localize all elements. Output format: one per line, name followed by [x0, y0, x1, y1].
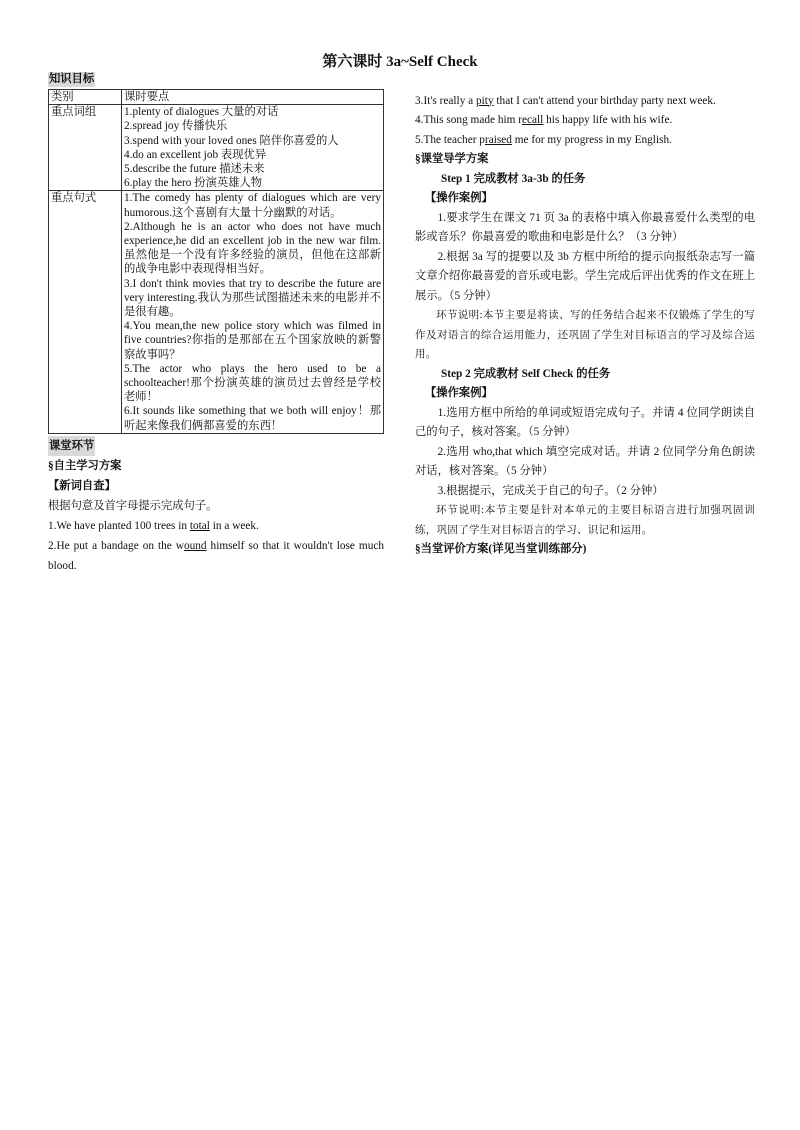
case-label: 【操作案例】: [425, 192, 493, 204]
step2-heading: Step 2 完成教材 Self Check 的任务: [441, 367, 611, 380]
sentence-item: 3.I don't think movies that try to describe the future are very interesting.我认为那些试图描述未来的电影并不是很有趣。: [124, 277, 381, 319]
vocab-item: 3.spend with your loved ones 陪伴你喜爱的人: [124, 134, 339, 147]
vocab-row: [49, 105, 384, 191]
col-category-header: 类别: [49, 90, 122, 105]
step1-item: 1.要求学生在课文 71 页 3a 的表格中填入你最喜爱什么类型的电影或音乐？你最喜爱的歌曲和电影是什么？（3 分钟）: [415, 211, 755, 243]
spacer: [415, 72, 755, 92]
right-column: [415, 72, 755, 560]
step2-note: 环节说明:本节主要是针对本单元的主要目标语言进行加强巩固训练，巩固了学生对目标语言的学习、识记和运用。: [415, 505, 755, 536]
sentence-list: [122, 191, 384, 433]
table-header-row: [49, 90, 384, 105]
page-title: 第六课时 3a~Self Check: [322, 54, 478, 70]
new-words-heading: 【新词自查】: [48, 479, 116, 492]
vocab-item: 5.describe the future 描述未来: [124, 163, 265, 176]
exercise-item: 3.It's really a pity that I can't attend your birthday party next week.: [415, 94, 716, 107]
step1-item: 2.根据 3a 写的提要以及 3b 方框中所给的提示向报纸杂志写一篇文章介绍你最喜爱的音乐或电影。学生完成后评出优秀的作文在班上展示。（5 分钟）: [415, 250, 755, 302]
class-section-heading: 课堂环节: [48, 436, 384, 456]
objectives-table: [48, 89, 384, 434]
vocab-item: 1.plenty of dialogues 大量的对话: [124, 106, 279, 119]
step1-heading: Step 1 完成教材 3a-3b 的任务: [441, 172, 586, 185]
vocab-label: 重点词组: [49, 105, 122, 191]
sentence-item: 4.You mean,the new police story which was filmed in five countries?你指的是那部在五个国家放映的新警察故事吗？: [124, 320, 381, 361]
objectives-heading: 知识目标: [49, 73, 95, 85]
exercise-item: 1.We have planted 100 trees in total in a week.: [48, 519, 259, 532]
guide-heading: §课堂导学方案: [415, 153, 489, 165]
col-points-header: 课时要点: [122, 90, 384, 105]
instruction-text: 根据句意及首字母提示完成句子。: [48, 499, 218, 512]
sentence-row: [49, 191, 384, 433]
self-study-heading: §自主学习方案: [48, 459, 122, 472]
exercise-item: 2.He put a bandage on the wound himself so that it wouldn't lose much blood.: [48, 539, 385, 572]
sentence-label: 重点句式: [49, 191, 122, 433]
step2-item: 3.根据提示，完成关于自己的句子。（2 分钟）: [437, 484, 664, 497]
vocab-item: 2.spread joy 传播快乐: [124, 120, 228, 133]
step1-note: 环节说明:本节主要是将读、写的任务结合起来不仅锻炼了学生的写作及对语言的综合运用能力，还巩固了学生对目标语言的学习及综合运用。: [415, 310, 755, 360]
left-column: [48, 72, 384, 576]
sentence-item: 1.The comedy has plenty of dialogues which are very humorous.这个喜剧有大量十分幽默的对话。: [124, 192, 381, 219]
vocab-item: 4.do an excellent job 表现优异: [124, 148, 267, 161]
exercise-item: 5.The teacher praised me for my progress in my English.: [415, 133, 672, 146]
sentence-item: 2.Although he is an actor who does not have much experience,he did an excellent job in the new war film.虽然他是一个没有许多经验的演员，但他在这部新的战争电影中表现得相当好。: [124, 220, 381, 276]
vocab-list: [122, 105, 384, 191]
sentence-item: 5.The actor who plays the hero used to be a schoolteacher!那个扮演英雄的演员过去曾经是学校老师！: [124, 362, 381, 404]
exercise-item: 4.This song made him recall his happy life with his wife.: [415, 114, 673, 126]
step2-item: 1.选用方框中所给的单词或短语完成句子。并请 4 位同学朗读自己的句子，核对答案。（5 分钟）: [415, 406, 755, 438]
step2-item: 2.选用 who,that which 填空完成对话。并请 2 位同学分角色朗读对话，核对答案。（5 分钟）: [415, 445, 755, 477]
evaluation-heading: §当堂评价方案(详见当堂训练部分): [415, 543, 587, 555]
case-label: 【操作案例】: [425, 387, 493, 399]
sentence-item: 6.It sounds like something that we both will enjoy！那听起来像我们俩都喜爱的东西！: [124, 405, 381, 432]
vocab-item: 6.play the hero 扮演英雄人物: [124, 177, 263, 190]
